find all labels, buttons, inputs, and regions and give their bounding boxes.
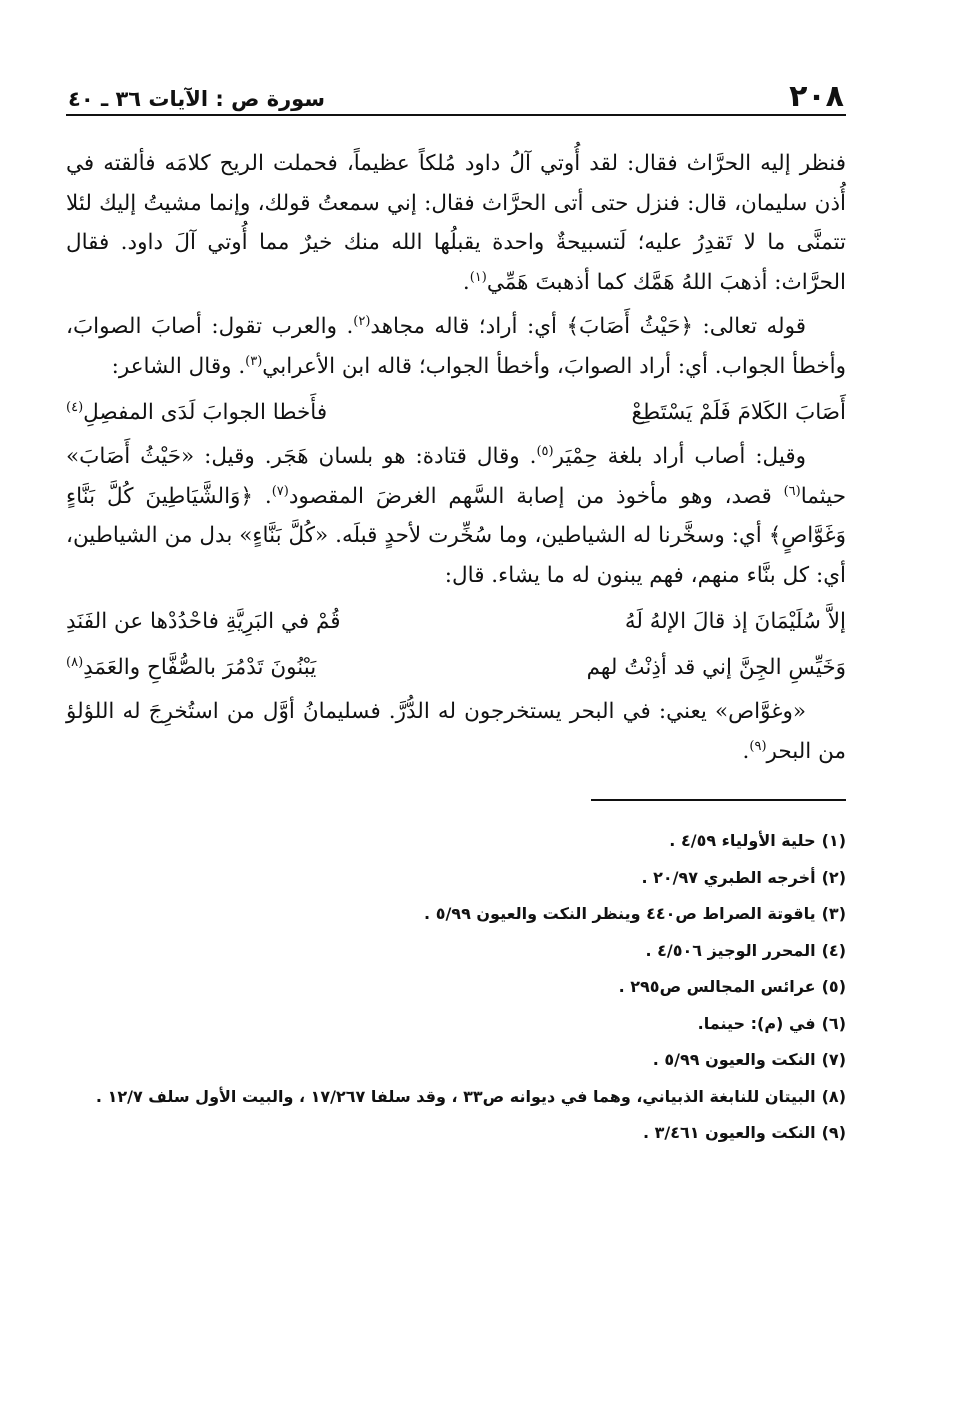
- footnote-number: (٥): [821, 977, 846, 996]
- paragraph-2: [66, 307, 846, 386]
- footnote-ref-1: (١): [469, 269, 487, 285]
- verse-3-second-text: يَبْنُونَ تَدْمُرَ بالصُّفَّاحِ والعَمَدِ: [83, 655, 317, 680]
- footnote-number: (١): [821, 831, 846, 850]
- verse-1-first-hemistich: أَصَابَ الكَلامَ فَلَمْ يَسْتَطِعْ: [631, 400, 846, 425]
- footnote-ref-9: (٩): [749, 738, 767, 754]
- verse-3-first-hemistich: وَخَيِّسِ الجِنَّ إني قد أذِنْتُ لهم: [586, 655, 846, 680]
- footnote-ref-8: (٨): [66, 654, 84, 670]
- paragraph-4: [66, 692, 846, 771]
- footnote-text: ياقوتة الصراط ص٤٤٠ وينظر النكت والعيون ٥/٩٩ .: [424, 904, 816, 923]
- paragraph-4-end: .: [742, 738, 750, 764]
- paragraph-3: [66, 437, 846, 595]
- footnote-text: النكت والعيون ٥/٩٩ .: [652, 1050, 816, 1069]
- footnote-number: (٦): [821, 1013, 846, 1033]
- footnote-separator: [591, 799, 846, 801]
- verse-1-second-hemistich: [66, 391, 466, 435]
- footnote-text: المحرر الوجيز ٤/٥٠٦ .: [645, 940, 816, 960]
- footnote-text: النكت والعيون ٣/٤٦١ .: [642, 1123, 816, 1142]
- footnote-text: أخرجه الطبري ٢٠/٩٧ .: [641, 867, 816, 887]
- footnote-text: في (م): حينما.: [697, 1013, 816, 1033]
- paragraph-3-text-a: وقيل: أصاب أراد بلغة حِمْيَر: [553, 444, 806, 469]
- footnote-item: [66, 1079, 846, 1116]
- running-title: سورة ص : الآيات ٣٦ ـ ٤٠: [68, 87, 325, 111]
- footnote-number: (٣): [821, 904, 846, 923]
- paragraph-3-text-c: قصد، وهو مأخوذ من إصابة السَّهم الغرضَ المقصود: [288, 483, 784, 509]
- footnote-ref-5: (٥): [536, 443, 554, 459]
- verse-line-2: [66, 600, 846, 644]
- paragraph-1: [66, 144, 846, 302]
- footnote-ref-2: (٢): [353, 313, 371, 329]
- footnote-number: (٧): [821, 1050, 846, 1069]
- paragraph-1-text: فنظر إليه الحرَّاث فقال: لقد أُوتي آلُ داود مُلكاً عظيماً، فحملت الريح كلامَه فألقته في أُذن سليمان، قال: فنزل حتى أتى الحرَّاث فقال: إني سمعتُ قولك، وإنما مشيتُ إليك لئلا تتمنَّى ما لا تَقدِرُ عليه؛ لَتسبيحةٌ واحدة يقبلُها الله منك خيرٌ مما أُوتي آلَ داود. فقال الحرَّاث: أذهبَ اللهُ هَمَّك كما أذهبتَ هَمِّي: [66, 151, 846, 295]
- footnote-ref-4: (٤): [66, 399, 84, 415]
- paragraph-2-text-b: . والعرب تقول: أصابَ الصوابَ، وأخطأ الجواب. أي: أراد الصوابَ، وأخطأ الجواب؛ قاله ابن الأعرابي: [66, 314, 846, 379]
- verse-2-first-hemistich: إلاَّ سُلَيْمَانَ إذ قالَ الإلهُ لَهُ: [624, 609, 846, 634]
- main-text: [66, 144, 846, 771]
- footnotes: [66, 823, 846, 1152]
- page-header: [66, 78, 846, 116]
- footnote-item: [66, 1006, 846, 1043]
- footnote-item: [66, 860, 846, 897]
- footnote-item: [66, 1042, 846, 1079]
- footnote-item: [66, 823, 846, 860]
- footnote-number: (٤): [821, 940, 846, 960]
- footnote-item: [66, 933, 846, 970]
- verse-line-1: [66, 391, 846, 435]
- paragraph-3-text-d: . ﴿وَالشَّيَاطِينَ كُلَّ بَنَّاءٍ وَغَوَّاصٍ﴾ أي: وسخَّرنا له الشياطين، وما سُخِّرت لأحدٍ قبلَه. «كُلَّ بَنَّاءٍ» بدل من الشياطين، أي: كل بنَّاء منهم، فهم يبنون له ما يشاء. قال:: [66, 483, 846, 588]
- paragraph-2-text-c: . وقال الشاعر:: [111, 353, 246, 379]
- footnote-ref-7: (٧): [271, 483, 289, 499]
- footnote-ref-3: (٣): [245, 353, 263, 369]
- footnote-text: عرائس المجالس ص٢٩٥ .: [618, 977, 816, 996]
- verse-3-second-hemistich: [66, 646, 466, 690]
- verse-1-second-text: فأَخطا الجوابَ لَدَى المفصِلِ: [83, 400, 328, 425]
- footnote-text: البيتان للنابغة الذبياني، وهما في ديوانه ص٣٣ ، وقد سلفا ١٧/٢٦٧ ، والبيت الأول سلف ١٢/٧ .: [95, 1086, 816, 1106]
- footnote-item: [66, 1115, 846, 1152]
- footnote-number: (٨): [821, 1086, 846, 1106]
- paragraph-2-text-a: قوله تعالى: ﴿حَيْثُ أَصَابَ﴾ أي: أراد؛ قاله مجاهد: [370, 314, 806, 339]
- footnote-item: [66, 896, 846, 933]
- footnote-item: [66, 969, 846, 1006]
- verse-line-3: [66, 646, 846, 690]
- paragraph-4-text: «وغوَّاص» يعني: في البحر يستخرجون له الدُّرَّ. فسليمانُ أوَّل من استُخرِجَ له اللؤلؤ من البحر: [66, 699, 846, 764]
- verse-2-second-hemistich: قُمْ في البَرِيَّةِ فاحْدُدْها عن الفَنَدِ: [66, 609, 341, 634]
- paragraph-3-text-b: . وقال قتادة: هو بلسان هَجَر. وقيل: «حَيْثُ أَصَابَ» حيثما: [66, 444, 846, 509]
- book-page: [66, 78, 846, 1152]
- page-number: ٢٠٨: [789, 79, 844, 114]
- footnote-number: (٩): [821, 1123, 846, 1142]
- footnote-text: حلية الأولياء ٤/٥٩ .: [669, 831, 816, 850]
- footnote-number: (٢): [821, 867, 846, 887]
- paragraph-1-end: .: [462, 269, 470, 295]
- footnote-ref-6: (٦): [783, 483, 801, 499]
